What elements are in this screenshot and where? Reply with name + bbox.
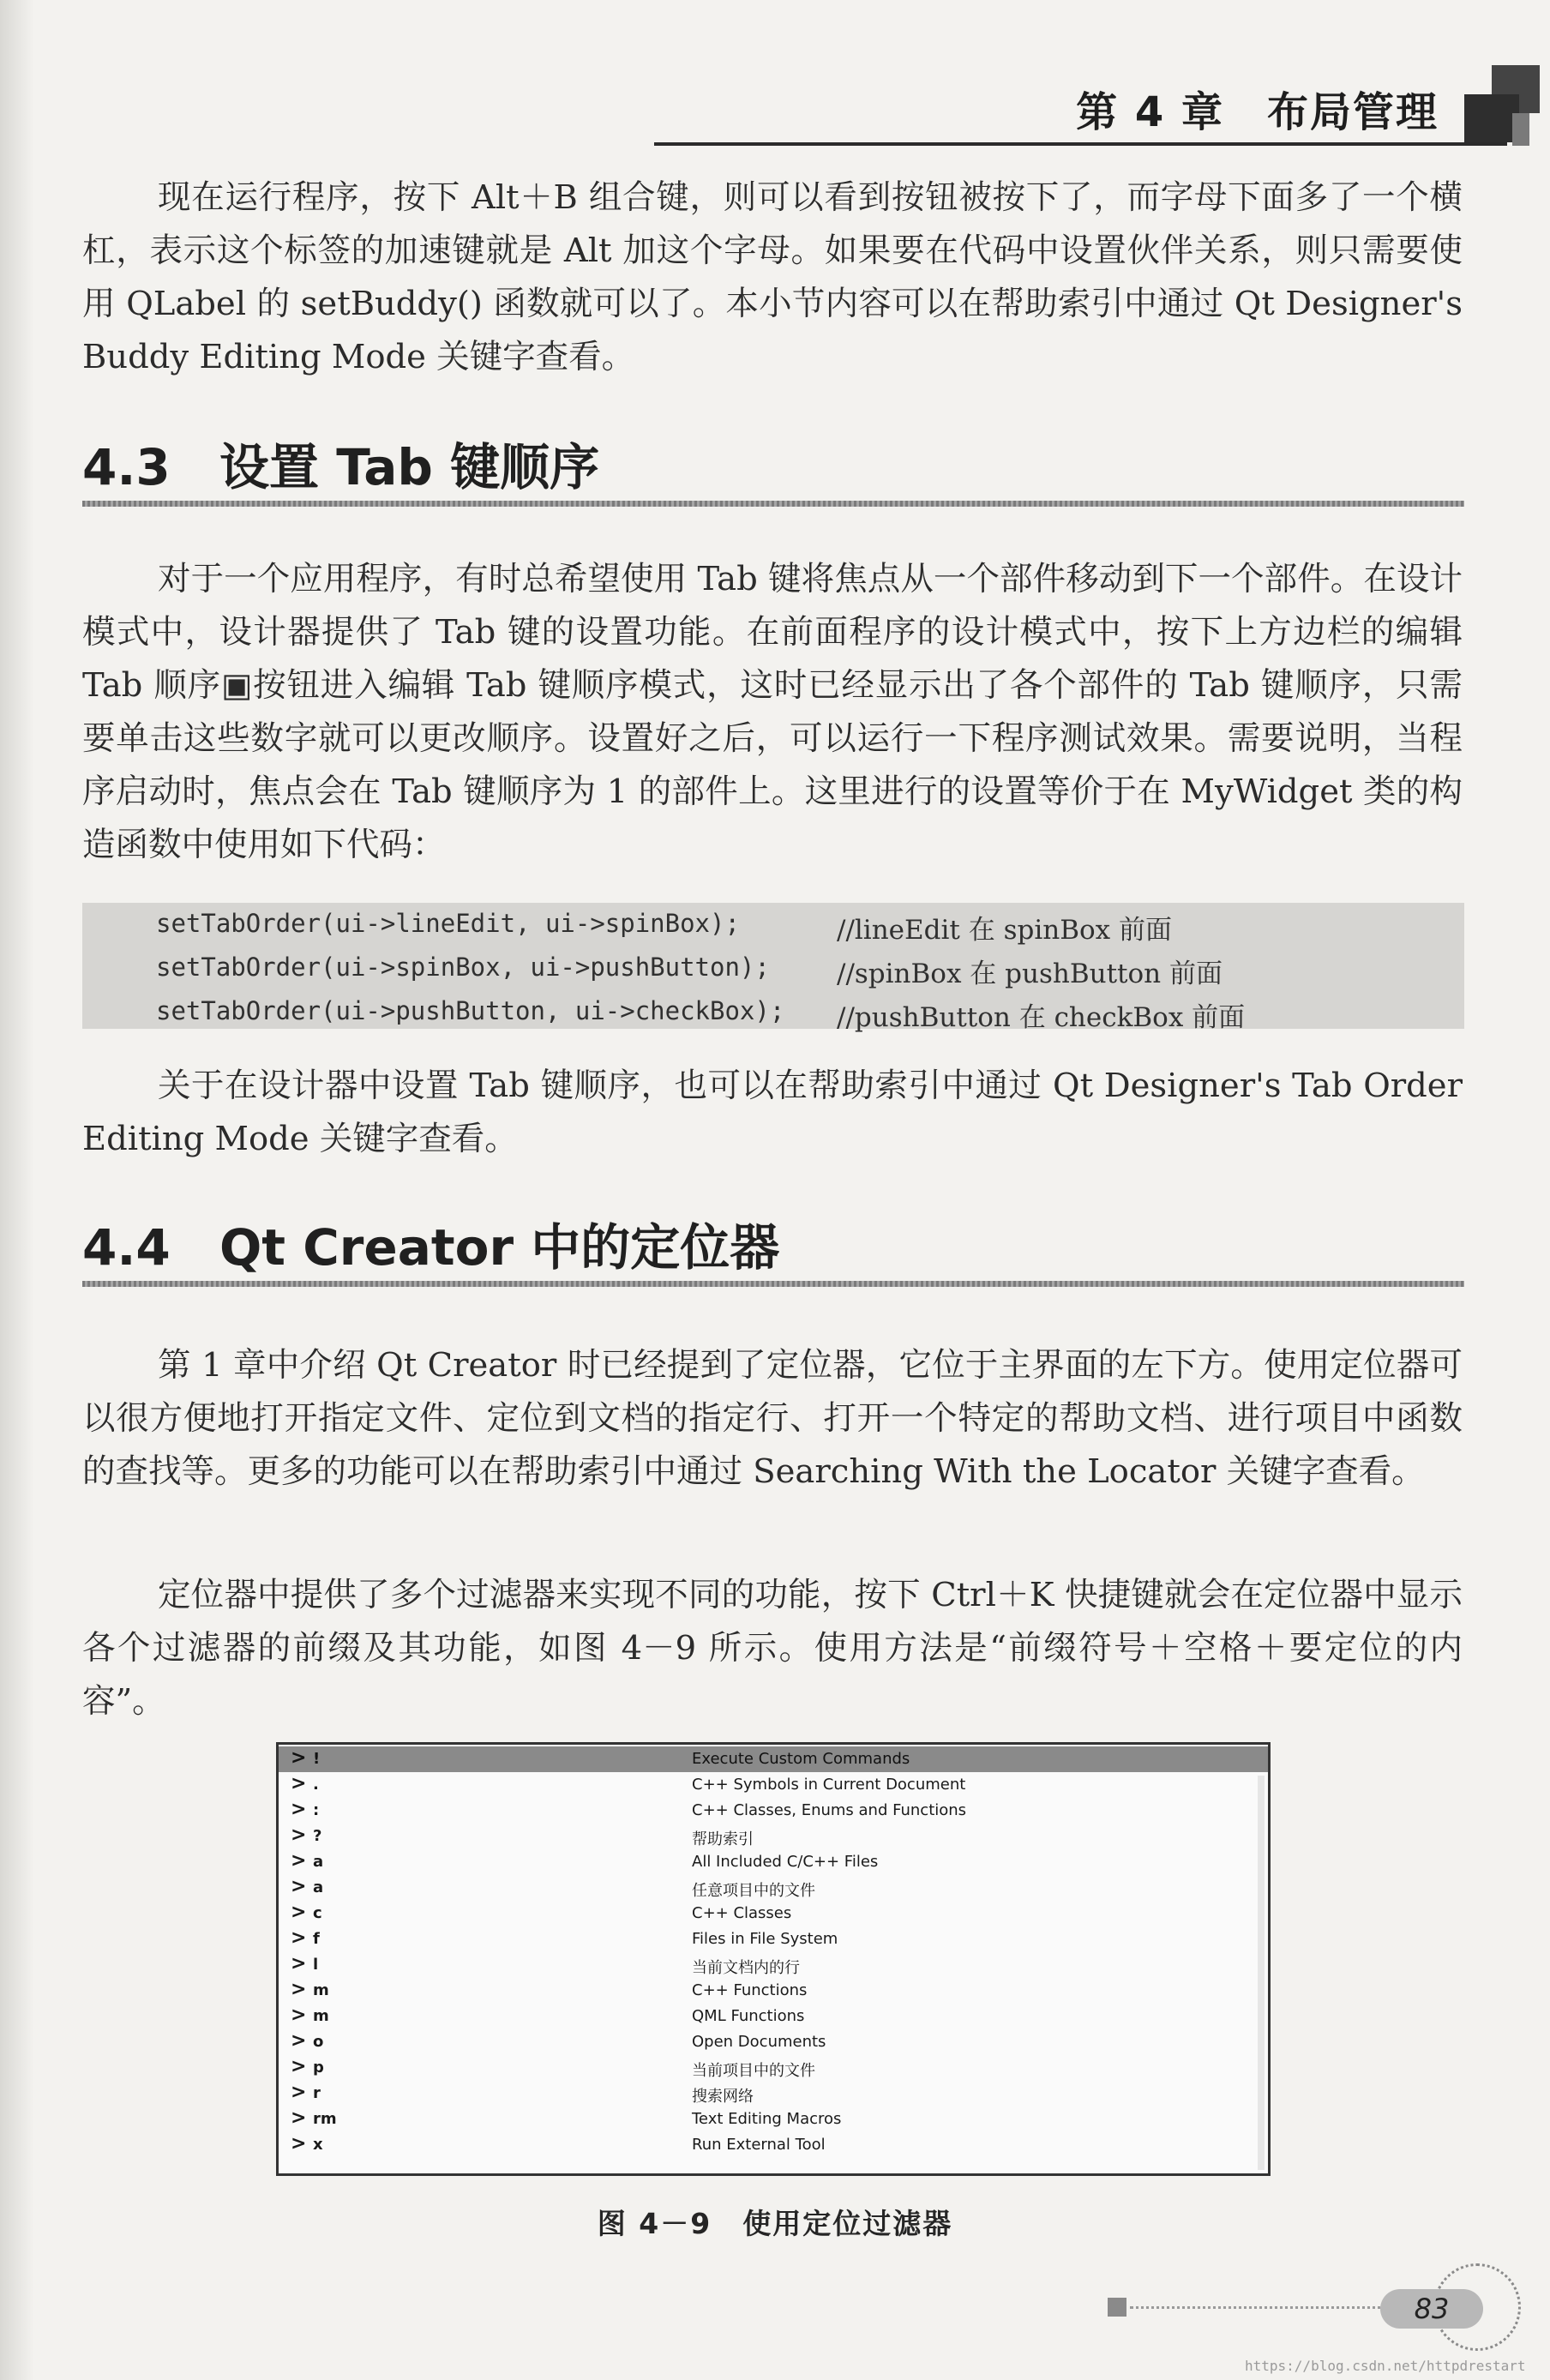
filter-description: 当前文档内的行: [692, 1959, 800, 1977]
watermark: https://blog.csdn.net/httpdrestart: [1245, 2358, 1526, 2374]
section-number: 4.3: [82, 438, 171, 496]
code-line: setTabOrder(ui->pushButton, ui->checkBox);: [156, 996, 785, 1025]
filter-description: Execute Custom Commands: [692, 1750, 910, 1768]
filter-prefix: :: [313, 1801, 320, 1819]
locator-filter-row[interactable]: [279, 1952, 1268, 1978]
chevron-right-icon: >: [291, 1876, 307, 1897]
filter-prefix: p: [313, 2058, 324, 2076]
filter-prefix: l: [313, 1956, 319, 1974]
filter-description: 当前项目中的文件: [692, 2062, 815, 2080]
chevron-right-icon: >: [291, 1902, 307, 1923]
chevron-right-icon: >: [291, 2056, 307, 2077]
chevron-right-icon: >: [291, 1927, 307, 1949]
paragraph-text: 定位器中提供了多个过滤器来实现不同的功能，按下 Ctrl＋K 快捷键就会在定位器中显示各个过滤器的前缀及其功能，如图 4－9 所示。使用方法是“前缀符号＋空格＋要定位的内容”。: [82, 1576, 1463, 1721]
header-decoration: [1464, 94, 1519, 142]
paragraph: [82, 171, 1463, 384]
locator-filter-row[interactable]: [279, 1772, 1268, 1798]
filter-prefix: a: [313, 1853, 324, 1871]
filter-description: Files in File System: [692, 1930, 838, 1948]
locator-filter-row[interactable]: [279, 2081, 1268, 2107]
section-rule: [82, 1281, 1464, 1287]
chevron-right-icon: >: [291, 1824, 307, 1846]
locator-filter-row[interactable]: [279, 1875, 1268, 1901]
footer-dotted-line: [1130, 2306, 1387, 2309]
filter-description: Text Editing Macros: [692, 2110, 842, 2128]
locator-filter-row[interactable]: [279, 2004, 1268, 2029]
code-block: [82, 903, 1464, 1033]
filter-description: 搜索网络: [692, 2088, 754, 2106]
header-rule: [654, 142, 1507, 146]
footer-decoration: [1108, 2298, 1126, 2317]
filter-prefix: r: [313, 2084, 321, 2102]
filter-description: C++ Symbols in Current Document: [692, 1776, 966, 1794]
locator-filter-list: [276, 1742, 1271, 2176]
locator-filter-row[interactable]: [279, 1798, 1268, 1824]
figure-label: 图 4－9: [597, 2207, 712, 2240]
code-line: setTabOrder(ui->lineEdit, ui->spinBox);: [156, 909, 740, 938]
chevron-right-icon: >: [291, 1773, 307, 1794]
filter-prefix: m: [313, 1981, 329, 1999]
filter-prefix: x: [313, 2136, 323, 2154]
locator-filter-row[interactable]: [279, 2029, 1268, 2055]
locator-filter-row[interactable]: [279, 1901, 1268, 1926]
figure-caption: [0, 2202, 1550, 2242]
locator-filter-row[interactable]: [279, 1978, 1268, 2004]
code-line: setTabOrder(ui->spinBox, ui->pushButton);: [156, 953, 770, 982]
filter-prefix: .: [313, 1776, 319, 1794]
filter-description: 帮助索引: [692, 1830, 754, 1848]
header-decoration: [1512, 113, 1529, 146]
paragraph-text: 第 1 章中介绍 Qt Creator 时已经提到了定位器，它位于主界面的左下方。使用定位器可以很方便地打开指定文件、定位到文档的指定行、打开一个特定的帮助文档、进行项目中函数的查找等。更多的功能可以在帮助索引中通过 Searching With the Locator 关键字查看。: [82, 1346, 1463, 1491]
filter-prefix: ?: [313, 1827, 322, 1845]
filter-description: C++ Functions: [692, 1981, 808, 1999]
filter-prefix: rm: [313, 2110, 337, 2128]
figure-caption-text: 使用定位过滤器: [742, 2207, 953, 2240]
locator-filter-row[interactable]: [279, 1824, 1268, 1849]
locator-filter-row[interactable]: [279, 2107, 1268, 2132]
chevron-right-icon: >: [291, 2107, 307, 2129]
paragraph: [82, 1060, 1463, 1166]
filter-description: 任意项目中的文件: [692, 1882, 815, 1900]
running-header: [1076, 79, 1439, 138]
filter-description: QML Functions: [692, 2007, 805, 2025]
chapter-number: 第 4 章: [1076, 88, 1224, 136]
paragraph-text: 对于一个应用程序，有时总希望使用 Tab 键将焦点从一个部件移动到下一个部件。在设计模式中，设计器提供了 Tab 键的设置功能。在前面程序的设计模式中，按下上方边栏的编辑 Tab 顺序▣按钮进入编辑 Tab 键顺序模式，这时已经显示出了各个部件的 Tab 键顺序，只需要单击这些数字就可以更改顺序。设置好之后，可以运行一下程序测试效果。需要说明，当程序启动时，焦点会在 Tab 键顺序为 1 的部件上。这里进行的设置等价于在 MyWidget 类的构造函数中使用如下代码：: [82, 560, 1463, 864]
section-number: 4.4: [82, 1218, 171, 1277]
paragraph: [82, 1339, 1463, 1499]
locator-filter-row[interactable]: [279, 1926, 1268, 1952]
section-heading-4-3: [82, 427, 599, 499]
code-comment: //lineEdit 在 spinBox 前面: [837, 915, 1172, 946]
section-title: Qt Creator 中的定位器: [219, 1218, 780, 1277]
locator-filter-row[interactable]: [279, 1746, 1268, 1772]
paragraph: [82, 1569, 1463, 1728]
filter-description: C++ Classes: [692, 1904, 792, 1922]
paragraph-text: 现在运行程序，按下 Alt＋B 组合键，则可以看到按钮被按下了，而字母下面多了一个横杠，表示这个标签的加速键就是 Alt 加这个字母。如果要在代码中设置伙伴关系，则只需要使用 QLabel 的 setBuddy() 函数就可以了。本小节内容可以在帮助索引中通过 Qt Designer's Buddy Editing Mode 关键字查看。: [82, 178, 1463, 376]
filter-description: All Included C/C++ Files: [692, 1853, 879, 1871]
filter-prefix: m: [313, 2007, 329, 2025]
chevron-right-icon: >: [291, 1953, 307, 1974]
chevron-right-icon: >: [291, 1850, 307, 1872]
locator-filter-row[interactable]: [279, 1849, 1268, 1875]
paragraph: [82, 553, 1463, 872]
locator-filter-row[interactable]: [279, 2055, 1268, 2081]
chevron-right-icon: >: [291, 2004, 307, 2026]
code-comment: //pushButton 在 checkBox 前面: [837, 1002, 1246, 1033]
chevron-right-icon: >: [291, 2030, 307, 2052]
filter-prefix: c: [313, 1904, 322, 1922]
page-number: 83: [1380, 2289, 1483, 2329]
chevron-right-icon: >: [291, 1979, 307, 2000]
chevron-right-icon: >: [291, 1799, 307, 1820]
filter-prefix: !: [313, 1750, 321, 1768]
paragraph-text: 关于在设计器中设置 Tab 键顺序，也可以在帮助索引中通过 Qt Designer's Tab Order Editing Mode 关键字查看。: [82, 1067, 1463, 1158]
chapter-title: 布局管理: [1266, 88, 1439, 136]
filter-prefix: o: [313, 2033, 324, 2051]
section-title: 设置 Tab 键顺序: [219, 438, 600, 496]
filter-description: C++ Classes, Enums and Functions: [692, 1801, 967, 1819]
code-comment: //spinBox 在 pushButton 前面: [837, 959, 1223, 989]
page-edge-shadow: [0, 0, 34, 2380]
section-heading-4-4: [82, 1207, 779, 1279]
filter-description: Run External Tool: [692, 2136, 826, 2154]
filter-prefix: f: [313, 1930, 320, 1948]
chevron-right-icon: >: [291, 2133, 307, 2155]
chevron-right-icon: >: [291, 2082, 307, 2103]
locator-filter-row[interactable]: [279, 2132, 1268, 2158]
scrollbar[interactable]: [1258, 1776, 1265, 2170]
filter-description: Open Documents: [692, 2033, 826, 2051]
section-rule: [82, 501, 1464, 507]
filter-prefix: a: [313, 1878, 324, 1896]
chevron-right-icon: >: [291, 1747, 307, 1769]
